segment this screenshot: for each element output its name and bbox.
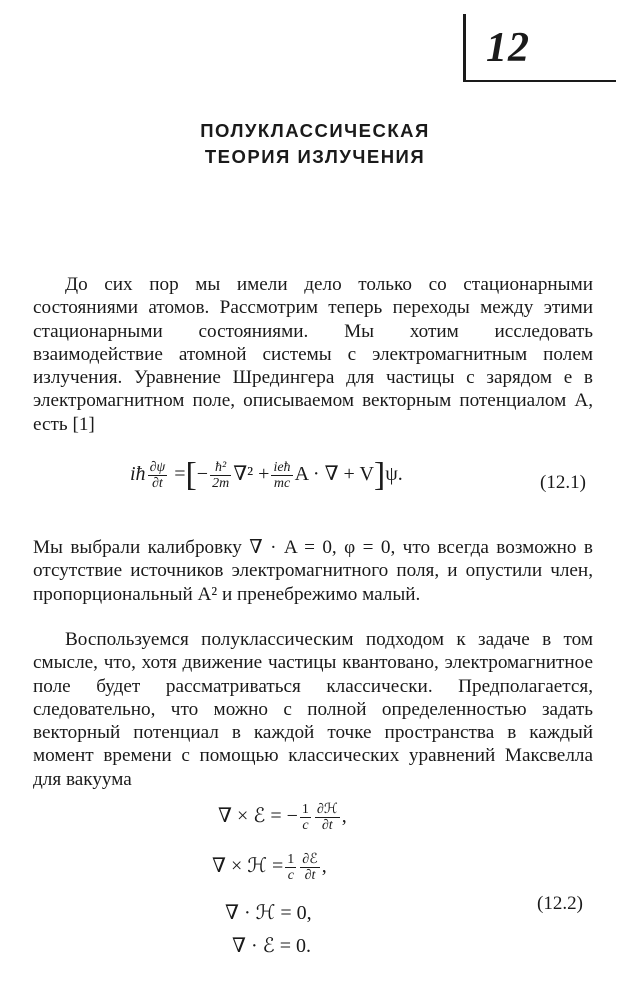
eq2-line1-frac2-num: ∂ℋ xyxy=(316,802,338,817)
eq1-rhs-tail: ψ. xyxy=(385,463,403,486)
eq2-line1-frac1 xyxy=(300,802,311,833)
paragraph-semiclassical: Воспользуемся полуклассическим подходом к задаче в том смысле, что, хотя движение частицы квантовано, электромагнитное поле будет рассматриваться классически. Предполагается, следовательно, что можно с полной определенностью задать векторный потенциал в каждой точке пространства в каждый момент времени с помощью классических уравнений Максвелла для вакуума xyxy=(33,629,593,790)
eq1-lhs-den: ∂t xyxy=(151,476,163,491)
chapter-number: 12 xyxy=(486,25,530,71)
eq2-line1-lhs: ∇ × ℰ = − xyxy=(218,805,298,828)
chapter-title-line-2: ТЕОРИЯ ИЗЛУЧЕНИЯ xyxy=(204,146,426,167)
eq2-line1-frac1-num: 1 xyxy=(301,802,309,817)
chapter-title-line-1: ПОЛУКЛАССИЧЕСКАЯ xyxy=(200,120,430,141)
eq1-lhs-fraction xyxy=(148,460,168,491)
eq1-equals: = xyxy=(174,463,186,486)
chapter-number-box xyxy=(463,14,616,82)
eq1-right-bracket: ] xyxy=(373,456,386,494)
eq2-line1-tail: , xyxy=(341,805,347,828)
eq2-line2-frac2-den: ∂t xyxy=(304,868,316,883)
eq2-line1-frac2-den: ∂t xyxy=(321,818,333,833)
eq1-term2-num: ieħ xyxy=(273,460,291,475)
equation-12-2-number: (12.2) xyxy=(537,893,583,914)
paragraph-gauge: Мы выбрали калибровку ∇ · A = 0, φ = 0, что всегда возможно в отсутствие источников электромагнитного поля, и опустили член, пропорциональный A² и пренебрежимо малый. xyxy=(33,537,593,605)
eq1-minus: − xyxy=(196,463,209,486)
equation-12-1 xyxy=(130,456,403,494)
eq2-line2-frac1-num: 1 xyxy=(287,852,295,867)
eq2-line2-frac2-num: ∂ℰ xyxy=(302,852,318,867)
eq2-line1-frac1-den: c xyxy=(302,818,309,833)
eq1-term1-den: 2m xyxy=(212,476,230,491)
eq2-line1-frac2 xyxy=(315,802,340,833)
paragraph-intro: До сих пор мы имели дело только со стационарными состояниями атомов. Рассмотрим теперь переходы между этими стационарными состояниями. Мы хотим исследовать взаимодействие атомной системы с электромагнитным полем излучения. Уравнение Шредингера для частицы с зарядом e в электромагнитном поле, описываемом векторным потенциалом A, есть [1] xyxy=(33,274,593,435)
eq2-line2-tail: , xyxy=(321,855,327,878)
eq2-line2-frac2 xyxy=(300,852,319,883)
eq1-left-bracket: [ xyxy=(185,456,197,494)
eq2-line2-frac1-den: c xyxy=(287,868,294,883)
chapter-title xyxy=(0,118,630,170)
equation-12-1-number: (12.1) xyxy=(540,472,586,493)
eq1-term2-den: mc xyxy=(273,476,291,491)
eq1-lhs-num: ∂ψ xyxy=(149,460,166,475)
eq1-term1-num: ħ² xyxy=(210,460,231,476)
eq1-term1-fraction xyxy=(210,460,231,491)
eq1-lhs-prefix: iħ xyxy=(130,463,146,486)
equation-12-2-line-3: ∇ · ℋ = 0, xyxy=(225,902,312,924)
eq2-line2-lhs: ∇ × ℋ = xyxy=(212,855,284,878)
eq1-term2-fraction xyxy=(271,460,292,491)
eq2-line2-frac1 xyxy=(285,852,296,883)
equation-12-2-line-2 xyxy=(212,852,327,883)
eq1-term2-tail: A · ∇ + V xyxy=(294,463,374,486)
eq1-term1-tail: ∇² + xyxy=(233,463,270,486)
equation-12-2-line-1 xyxy=(218,802,347,833)
equation-12-2-line-4: ∇ · ℰ = 0. xyxy=(232,935,312,957)
